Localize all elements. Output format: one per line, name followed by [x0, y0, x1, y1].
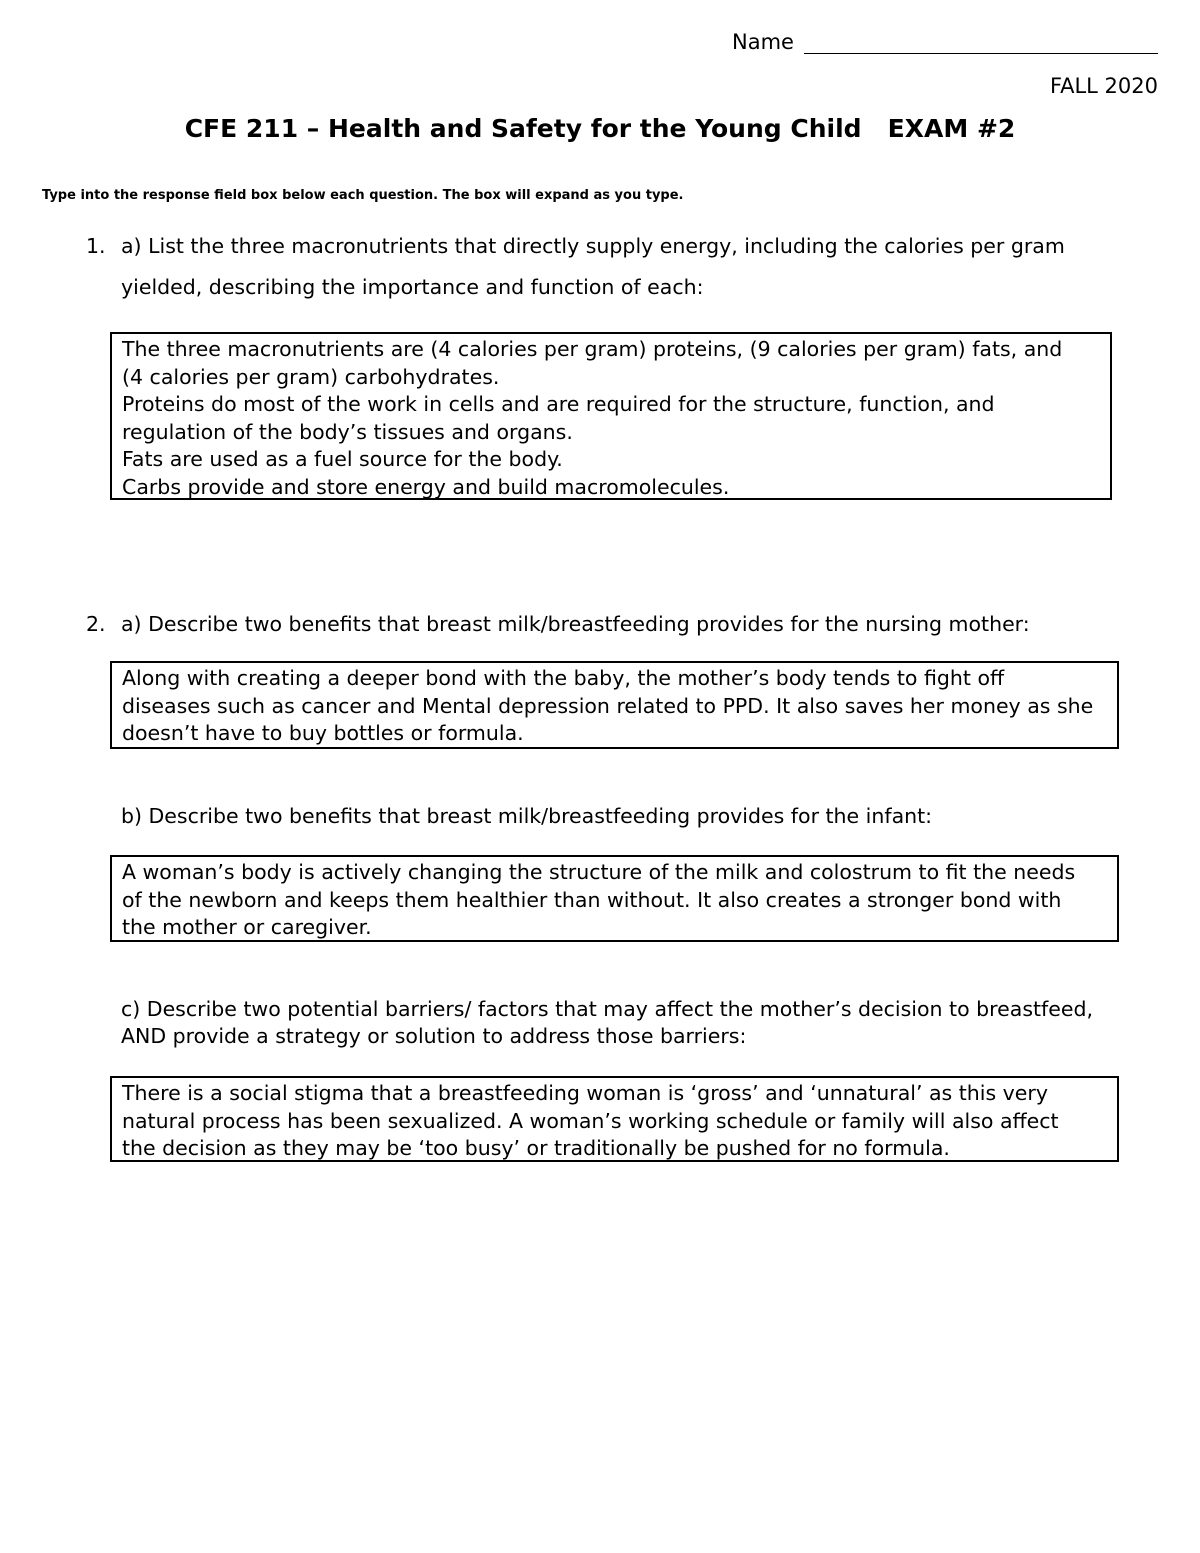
answer-line: There is a social stigma that a breastfeeding woman is ‘gross’ and ‘unnatural’ as this very: [122, 1081, 1048, 1105]
answer-box-2b[interactable]: [110, 855, 1119, 942]
answer-line: Along with creating a deeper bond with the baby, the mother’s body tends to fight off: [122, 666, 1005, 690]
answer-line: Proteins do most of the work in cells and are required for the structure, function, and: [122, 392, 995, 416]
answer-line: regulation of the body’s tissues and organs.: [122, 419, 573, 444]
question-1-prompt: [86, 226, 1146, 308]
exam-title: CFE 211 – Health and Safety for the Young Child EXAM #2: [184, 114, 1016, 143]
question-2b-prompt: b) Describe two benefits that breast milk/breastfeeding provides for the infant:: [121, 804, 933, 828]
answer-box-2a[interactable]: [110, 661, 1119, 749]
question-2c-line: c) Describe two potential barriers/ factors that may affect the mother’s decision to breastfeed,: [121, 997, 1094, 1021]
answer-box-2c[interactable]: [110, 1076, 1119, 1162]
question-2c-prompt: [121, 996, 1161, 1050]
question-1-number: 1.: [86, 234, 106, 258]
answer-line: natural process has been sexualized. A woman’s working schedule or family will also affect: [122, 1108, 1059, 1133]
answer-line: The three macronutrients are (4 calories per gram) proteins, (9 calories per gram) fats, and: [122, 337, 1063, 361]
answer-line: the decision as they may be ‘too busy’ or traditionally be pushed for no formula.: [122, 1136, 950, 1160]
semester-label: FALL 2020: [1049, 74, 1158, 98]
name-label: Name: [732, 30, 794, 54]
answer-line: Carbs provide and store energy and build macromolecules.: [122, 474, 730, 499]
answer-line: of the newborn and keeps them healthier than without. It also creates a stronger bond with: [122, 887, 1062, 912]
question-2c-line: AND provide a strategy or solution to address those barriers:: [121, 1024, 747, 1048]
question-2a-prompt: [86, 604, 1146, 645]
question-2-number: 2.: [86, 612, 106, 636]
answer-line: doesn’t have to buy bottles or formula.: [122, 721, 524, 745]
answer-box-1a[interactable]: [110, 332, 1112, 500]
answer-line: A woman’s body is actively changing the structure of the milk and colostrum to fit the needs: [122, 860, 1076, 884]
answer-line: the mother or caregiver.: [122, 915, 372, 939]
instructions-text: Type into the response field box below each question. The box will expand as you type.: [42, 188, 684, 203]
question-2a-text: a) Describe two benefits that breast milk/breastfeeding provides for the nursing mother:: [121, 612, 1030, 636]
question-1-text: a) List the three macronutrients that directly supply energy, including the calories per gram yielded, describing the importance and function of each:: [121, 234, 1065, 299]
answer-line: (4 calories per gram) carbohydrates.: [122, 364, 500, 389]
name-field-row: [732, 30, 1158, 54]
answer-line: Fats are used as a fuel source for the body.: [122, 447, 563, 471]
name-blank-line[interactable]: [804, 33, 1158, 54]
answer-line: diseases such as cancer and Mental depression related to PPD. It also saves her money as she: [122, 693, 1094, 718]
